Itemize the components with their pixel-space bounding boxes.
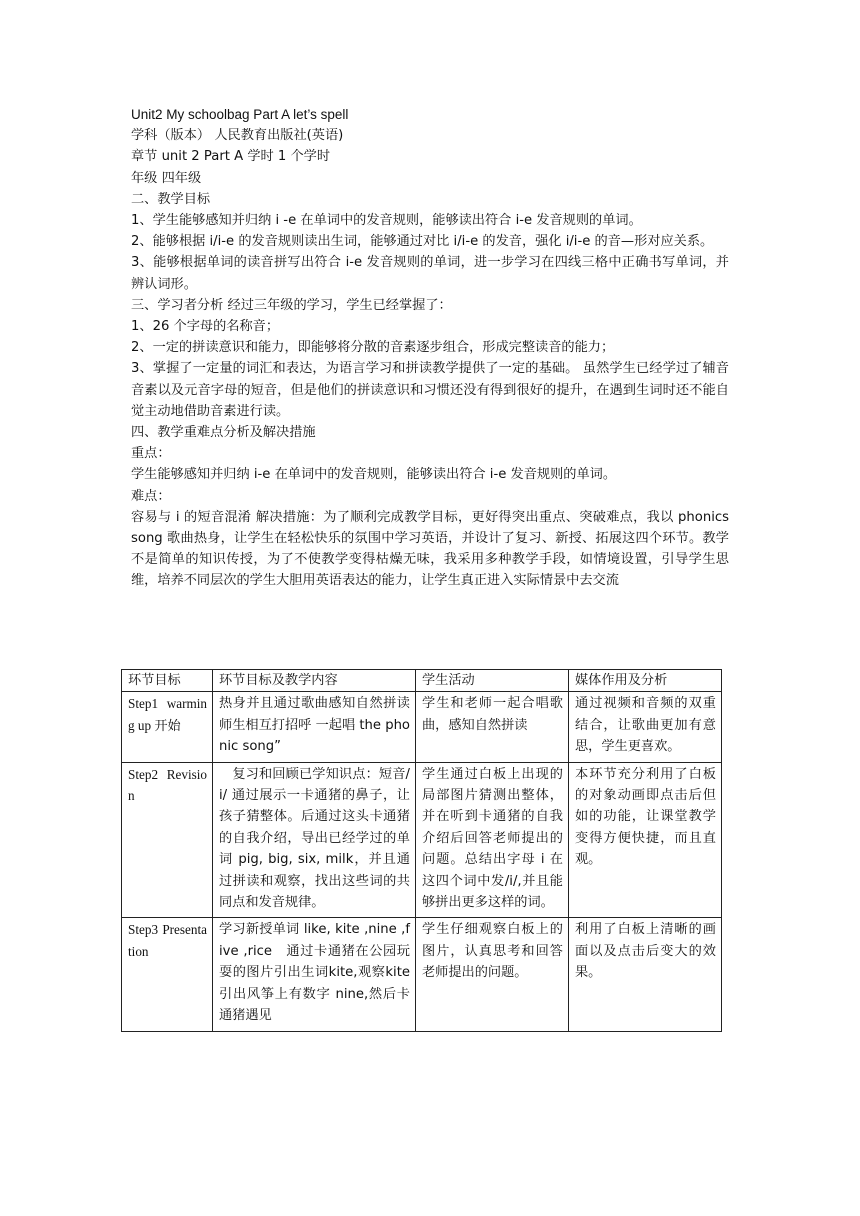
analysis-heading: 三、学习者分析 经过三年级的学习，学生已经掌握了： [131,297,452,313]
doc-title: Unit2 My schoolbag Part A let’s spell [131,107,349,122]
header-activity: 学生活动 [416,670,569,692]
difficult-text: 容易与 i 的短音混淆 解决措施：为了顺利完成教学目标，更好得突出重点、突破难点，我以 phonics song 歌曲热身，让学生在轻松快乐的氛围中学习英语，并设计了复习、新授、拓展这四个环节。教学不是简单的知识传授，为了不使教学变得枯燥无味，我采用多种教学手段，如情境设置，引导学生思维，培养不同层次的学生大胆用英语表达的能力，让学生真正进入实际情景中去交流 [131,509,729,589]
key-label: 重点： [131,446,171,462]
table-row [122,762,722,918]
goal-1: 1、学生能够感知并归纳 i -e 在单词中的发音规则，能够读出符合 i-e 发音规则的单词。 [131,213,642,229]
subject-line: 学科（版本） 人民教育出版社(英语) [131,128,344,144]
analysis-2: 2、一定的拼读意识和能力，即能够将分散的音素逐步组合，形成完整读音的能力； [131,340,615,356]
grade-line: 年级 四年级 [131,170,202,186]
activity-cell: 学生仔细观察白板上的图片，认真思考和回答老师提出的问题。 [416,918,569,1031]
difficult-label: 难点： [131,488,171,504]
table-row [122,692,722,762]
table-row [122,918,722,1031]
content-cell: 复习和回顾已学知识点：短音/i/ 通过展示一卡通猪的鼻子，让孩子猜整体。后通过这头卡通猪的自我介绍，导出已经学过的单词 pig, big, six, milk，并且通过拼读和观察，找出这些词的共同点和发音规律。 [213,762,416,918]
document-body [131,104,729,592]
header-step: 环节目标 [122,670,213,692]
step-cell: Step2 Revision [122,762,213,918]
activity-cell: 学生通过白板上出现的局部图片猜测出整体，并在听到卡通猪的自我介绍后回答老师提出的问题。总结出字母 i 在这四个词中发/i/,并且能够拼出更多这样的词。 [416,762,569,918]
analysis-1: 1、26 个字母的名称音； [131,319,280,335]
key-text: 学生能够感知并归纳 i-e 在单词中的发音规则，能够读出符合 i-e 发音规则的单词。 [131,467,617,483]
media-cell: 利用了白板上清晰的画面以及点击后变大的效果。 [569,918,722,1031]
goal-2: 2、能够根据 i/i-e 的发音规则读出生词，能够通过对比 i/i-e 的发音，强化 i/i-e 的音—形对应关系。 [131,234,714,250]
media-cell: 通过视频和音频的双重结合，让歌曲更加有意思，学生更喜欢。 [569,692,722,762]
header-media: 媒体作用及分析 [569,670,722,692]
media-cell: 本环节充分利用了白板的对象动画即点击后但如的功能，让课堂教学变得方便快捷，而且直观。 [569,762,722,918]
content-cell: 热身并且通过歌曲感知自然拼读 师生相互打招呼 一起唱 the phonic song” [213,692,416,762]
goals-heading: 二、教学目标 [131,191,211,207]
lesson-plan-table [121,669,722,1032]
analysis-3: 3、掌握了一定量的词汇和表达，为语言学习和拼读教学提供了一定的基础。 虽然学生已经学过了辅音音素以及元音字母的短音，但是他们的拼读意识和习惯还没有得到很好的提升，在遇到生词时还不能自觉主动地借助音素进行读。 [131,361,729,419]
header-content: 环节目标及教学内容 [213,670,416,692]
table-header-row [122,670,722,692]
step-cell: Step1 warming up 开始 [122,692,213,762]
goal-3: 3、能够根据单词的读音拼写出符合 i-e 发音规则的单词，进一步学习在四线三格中正确书写单词，并辨认词形。 [131,255,729,292]
keypoints-heading: 四、教学重难点分析及解决措施 [131,425,316,441]
step-cell: Step3 Presentation [122,918,213,1031]
content-cell: 学习新授单词 like, kite ,nine ,five ,rice 通过卡通猪在公园玩耍的图片引出生词kite,观察kite引出风筝上有数字 nine,然后卡通猪遇见 [213,918,416,1031]
activity-cell: 学生和老师一起合唱歌曲，感知自然拼读 [416,692,569,762]
chapter-line: 章节 unit 2 Part A 学时 1 个学时 [131,149,331,165]
